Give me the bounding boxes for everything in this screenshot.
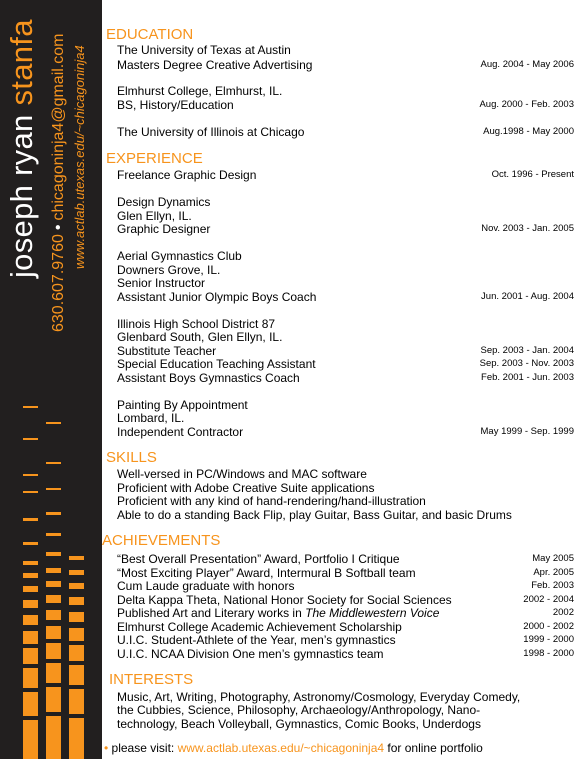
deco-bar bbox=[46, 488, 61, 490]
bullet-icon: • bbox=[104, 741, 109, 755]
deco-bar bbox=[46, 568, 61, 573]
deco-bar bbox=[46, 626, 61, 639]
list-item: Painting By Appointment bbox=[117, 398, 248, 412]
list-item: The University of Illinois at Chicago Aug.1998 - May 2000 bbox=[117, 125, 574, 139]
deco-bar bbox=[69, 556, 84, 560]
deco-bar bbox=[46, 610, 61, 620]
deco-bar bbox=[69, 570, 84, 575]
list-item: Senior Instructor bbox=[117, 276, 206, 290]
list-item: BS, History/Education Aug. 2000 - Feb. 2003 bbox=[117, 98, 574, 112]
list-item: “Most Exciting Player” Award, Intermural B Softball team Apr. 2005 bbox=[117, 566, 574, 580]
deco-bar bbox=[46, 643, 61, 659]
deco-bar bbox=[23, 474, 38, 476]
list-item: “Best Overall Presentation” Award, Portfolio I Critique May 2005 bbox=[117, 552, 574, 566]
deco-bar bbox=[23, 406, 38, 408]
sidebar bbox=[0, 0, 102, 759]
list-item: Glenbard South, Glen Ellyn, IL. bbox=[117, 330, 283, 344]
last-name: stanfa bbox=[4, 19, 39, 106]
heading-achievements: ACHIEVEMENTS bbox=[102, 532, 221, 549]
deco-bar bbox=[23, 648, 38, 664]
deco-bar bbox=[46, 716, 61, 759]
heading-interests: INTERESTS bbox=[109, 671, 194, 688]
deco-bar bbox=[69, 597, 84, 605]
deco-bar bbox=[69, 628, 84, 641]
deco-bar bbox=[23, 631, 38, 644]
deco-bar bbox=[23, 518, 38, 521]
list-item: Assistant Boys Gymnastics Coach Feb. 2001 - Jun. 2003 bbox=[117, 371, 574, 385]
list-item: Delta Kappa Theta, National Honor Society for Social Sciences 2002 - 2004 bbox=[117, 593, 574, 607]
first-name: joseph ryan bbox=[4, 114, 39, 278]
list-item: Glen Ellyn, IL. bbox=[117, 209, 192, 223]
heading-skills: SKILLS bbox=[106, 449, 157, 466]
deco-bar bbox=[46, 533, 61, 536]
deco-bar bbox=[69, 612, 84, 622]
phone: 630.607.9760 bbox=[50, 234, 67, 332]
list-item: Proficient with Adobe Creative Suite applications bbox=[117, 481, 375, 495]
deco-bar bbox=[23, 586, 38, 592]
list-item: Published Art and Literary works in The Middlewestern Voice 2002 bbox=[117, 606, 574, 620]
list-item: Aerial Gymnastics Club bbox=[117, 249, 242, 263]
deco-bar bbox=[46, 595, 61, 603]
list-item: Lombard, IL. bbox=[117, 411, 185, 425]
deco-bar bbox=[46, 422, 61, 424]
list-item: U.I.C. NCAA Division One men’s gymnastics team 1998 - 2000 bbox=[117, 647, 574, 661]
deco-bar bbox=[69, 665, 84, 685]
deco-bar bbox=[46, 663, 61, 683]
deco-bar bbox=[46, 552, 61, 556]
list-item: Design Dynamics bbox=[117, 195, 211, 209]
list-item: Substitute Teacher Sep. 2003 - Jan. 2004 bbox=[117, 344, 574, 358]
deco-bar bbox=[23, 542, 38, 545]
list-item: Downers Grove, IL. bbox=[117, 263, 221, 277]
list-item: Independent Contractor May 1999 - Sep. 1999 bbox=[117, 425, 574, 439]
name-vertical bbox=[4, 19, 40, 278]
deco-bar bbox=[23, 720, 38, 759]
deco-bar bbox=[69, 718, 84, 759]
list-item: Assistant Junior Olympic Boys Coach Jun. 2001 - Aug. 2004 bbox=[117, 290, 574, 304]
list-item: technology, Beach Volleyball, Gymnastics, Comic Books, Underdogs bbox=[117, 717, 481, 731]
list-item: The University of Texas at Austin bbox=[117, 43, 291, 57]
contact-separator: • bbox=[50, 224, 67, 231]
list-item: Music, Art, Writing, Photography, Astronomy/Cosmology, Everyday Comedy, bbox=[117, 690, 521, 704]
deco-bar bbox=[46, 462, 61, 464]
deco-bar bbox=[69, 689, 84, 714]
footer bbox=[104, 741, 483, 755]
list-item: the Cubbies, Science, Philosophy, Archaeology/Anthropology, Nano- bbox=[117, 703, 481, 717]
deco-bar bbox=[46, 687, 61, 712]
list-item: Well-versed in PC/Windows and MAC software bbox=[117, 467, 367, 481]
deco-bar bbox=[23, 615, 38, 625]
portfolio-link[interactable]: www.actlab.utexas.edu/~chicagoninja4 bbox=[177, 741, 385, 755]
resume-body bbox=[102, 0, 577, 759]
website-link-vertical[interactable]: www.actlab.utexas.edu/~chicagoninja4 bbox=[72, 45, 87, 269]
deco-bar bbox=[23, 668, 38, 688]
list-item: U.I.C. Student-Athlete of the Year, men’s gymnastics 1999 - 2000 bbox=[117, 633, 574, 647]
list-item: Elmhurst College, Elmhurst, IL. bbox=[117, 84, 283, 98]
deco-bar bbox=[23, 438, 38, 440]
deco-bar bbox=[23, 692, 38, 716]
footer-suffix: for online portfolio bbox=[387, 741, 483, 755]
list-item: Cum Laude graduate with honors Feb. 2003 bbox=[117, 579, 574, 593]
deco-bar bbox=[69, 645, 84, 661]
deco-bar bbox=[46, 581, 61, 587]
list-item: Special Education Teaching Assistant Sep. 2003 - Nov. 2003 bbox=[117, 357, 574, 371]
list-item: Freelance Graphic Design Oct. 1996 - Present bbox=[117, 168, 574, 182]
list-item: Illinois High School District 87 bbox=[117, 317, 276, 331]
list-item: Graphic Designer Nov. 2003 - Jan. 2005 bbox=[117, 222, 574, 236]
list-item: Proficient with any kind of hand-rendering/hand-illustration bbox=[117, 494, 426, 508]
contact-vertical bbox=[50, 34, 68, 332]
deco-bar bbox=[23, 491, 38, 493]
deco-bar bbox=[23, 573, 38, 578]
deco-bar bbox=[46, 512, 61, 515]
deco-bar bbox=[23, 600, 38, 608]
heading-experience: EXPERIENCE bbox=[106, 150, 203, 167]
email-link[interactable]: chicagoninja4@gmail.com bbox=[50, 33, 67, 221]
heading-education: EDUCATION bbox=[106, 26, 194, 43]
deco-bar bbox=[69, 583, 84, 589]
list-item: Elmhurst College Academic Achievement Scholarship 2000 - 2002 bbox=[117, 620, 574, 634]
list-item: Able to do a standing Back Flip, play Guitar, Bass Guitar, and basic Drums bbox=[117, 508, 512, 522]
list-item: Masters Degree Creative Advertising Aug. 2004 - May 2006 bbox=[117, 58, 574, 72]
footer-prefix: please visit: bbox=[111, 741, 175, 755]
deco-bar bbox=[23, 561, 38, 565]
publication-title: The Middlewestern Voice bbox=[305, 606, 440, 620]
